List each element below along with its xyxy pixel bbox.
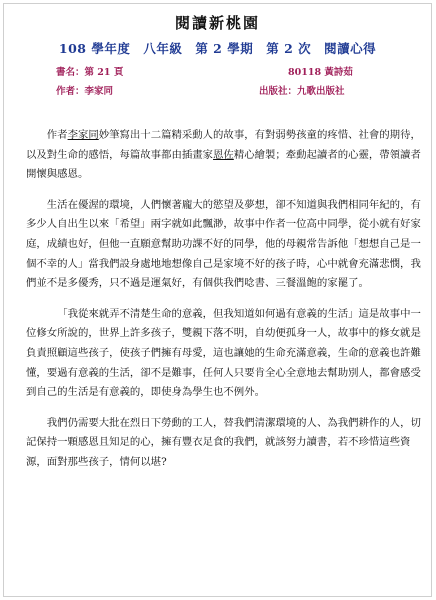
document-subtitle: 108 學年度 八年級 第 2 學期 第 2 次 閱讀心得 xyxy=(58,41,377,56)
para1-text-c: 精心繪製；牽動起讀者的心靈，帶領讀者開懷與感恩。 xyxy=(26,148,421,181)
meta-row-1 xyxy=(4,64,431,81)
author-label: 作者：李家同 xyxy=(56,86,114,97)
paragraph-3: 「我從來就弄不清楚生命的意義，但我知道如何過有意義的生活」這是故事中一位修女所說的，世界上許多孩子，雙親下落不明，自幼便孤身一人，故事中的修女就是負責照顧這些孩子，使孩子們擁有母愛，這也讓她的生命充滿意義，生命的意義也許難懂，要過有意義的生活，卻不是難事，任何人只要肯全心全意地去幫助別人，都會感受到自己的生活是有意義的，即使身為學生也不例外。 xyxy=(26,307,421,399)
para1-text-b: 妙筆寫出十二篇精采動人的故事，有對弱勢孩童的疼惜、社會的期待，以及對生命的感悟，每篇故事都由插畫家 xyxy=(26,129,421,161)
paragraph-2: 生活在優渥的環境，人們懷著龐大的慾望及夢想，卻不知道與我們相同年紀的，有多少人自出生以來「希望」兩字就如此飄渺，故事中作者一位高中同學，從小就有好家庭，成績也好，但他一直願意幫助功課不好的同學，他的母親常告訴他「想想自己是一個不幸的人」當我們設身處地地想像自己是家境不好的孩子時，心中就會充滿悲憫，我們並不是多優秀，只不過是運氣好，有個供我們唸書、三餐溫飽的家罷了。 xyxy=(26,198,421,290)
student-label: 80118 黃詩茹 xyxy=(288,67,353,78)
author-name-link: 李家同 xyxy=(67,129,99,141)
document-title: 閱讀新桃園 xyxy=(174,14,260,32)
paragraph-4: 我們仍需要大批在烈日下勞動的工人，替我們清潔環境的人、為我們耕作的人，切記保持一顆感恩且知足的心，擁有豐衣足食的我們，就該努力讀書，若不珍惜這些資源，面對那些孩子，情何以堪? xyxy=(26,416,421,468)
publisher-label: 出版社：九歌出版社 xyxy=(259,86,345,97)
essay-body xyxy=(26,126,426,484)
illustrator-name: 恩佐 xyxy=(213,148,234,161)
meta-row-2 xyxy=(4,83,431,100)
book-label: 書名：第 21 頁 xyxy=(56,67,124,78)
paragraph-1 xyxy=(26,126,426,185)
para1-text-a: 作者 xyxy=(46,129,68,141)
